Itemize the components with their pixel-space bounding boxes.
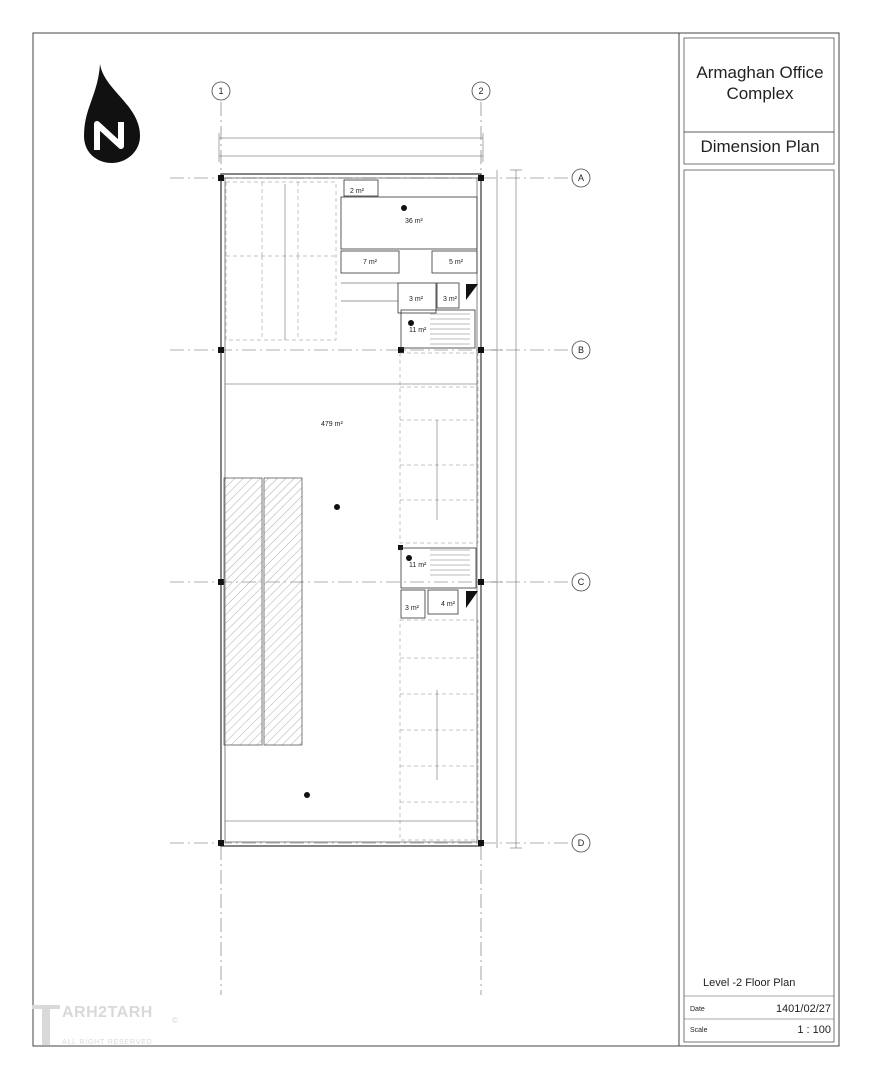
watermark-brand: ARH2TARH	[62, 1004, 153, 1021]
room-area-8: 479 m²	[321, 421, 343, 428]
date-value: 1401/02/27	[775, 1003, 831, 1015]
north-arrow-icon	[84, 64, 140, 163]
room-area-3: 7 m²	[363, 259, 377, 266]
room-area-5: 3 m²	[409, 296, 423, 303]
watermark-copyright: ©	[172, 1016, 178, 1025]
room-area-10: 3 m²	[405, 605, 419, 612]
room-area-4: 5 m²	[449, 259, 463, 266]
project-name	[684, 62, 836, 104]
grid-label-a: A	[577, 173, 584, 183]
watermark-tagline: ALL RIGHT RESERVED	[62, 1039, 153, 1046]
date-label: Date	[690, 1006, 705, 1013]
interior-dimensions	[225, 384, 477, 821]
grid-label-2: 2	[478, 86, 484, 96]
right-dimensions	[491, 170, 522, 848]
room-area-6: 3 m²	[443, 296, 457, 303]
title-block-body	[684, 170, 834, 1042]
grid-label-d: D	[577, 838, 585, 848]
grid-label-c: C	[577, 577, 585, 587]
view-name: Level -2 Floor Plan	[703, 977, 796, 989]
sheet-border	[33, 33, 839, 1046]
room-area-1: 2 m²	[350, 188, 364, 195]
ramp	[224, 478, 302, 745]
room-area-9: 11 m²	[409, 562, 427, 569]
watermark-logo-icon	[30, 1003, 62, 1047]
scale-label: Scale	[690, 1027, 708, 1034]
stair-middle	[430, 550, 470, 575]
project-name-line1: Armaghan Office	[696, 63, 824, 82]
sheet-name: Dimension Plan	[700, 137, 820, 156]
room-area-7: 11 m²	[409, 327, 427, 334]
room-area-2: 36 m²	[405, 218, 423, 225]
level-markers	[304, 205, 414, 798]
stair-top	[430, 314, 470, 344]
shaft-icon-2	[466, 591, 478, 608]
parking-stalls-top	[226, 182, 336, 340]
room-area-11: 4 m²	[441, 601, 455, 608]
grid-label-1: 1	[218, 86, 224, 96]
shaft-icon	[466, 284, 478, 300]
grid-label-b: B	[577, 345, 584, 355]
scale-value: 1 : 100	[797, 1024, 831, 1036]
project-name-line2: Complex	[726, 84, 794, 103]
top-dimensions	[219, 133, 483, 162]
